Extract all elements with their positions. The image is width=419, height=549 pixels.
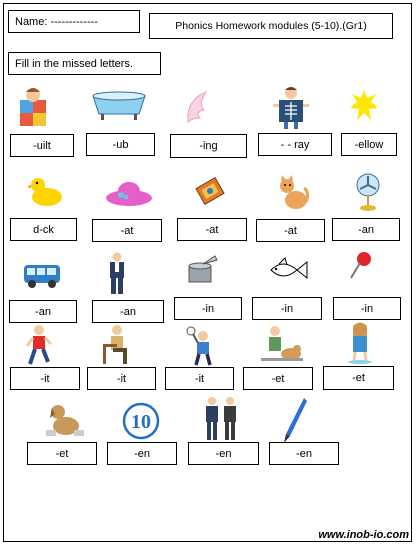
answer-box-fan[interactable]	[332, 218, 400, 241]
tub-icon	[89, 88, 149, 122]
ten-icon	[121, 401, 161, 441]
answer-box-pin[interactable]	[333, 297, 401, 320]
xray-icon	[273, 86, 309, 130]
answer-box-pet[interactable]	[27, 442, 97, 465]
word-stem: -at	[284, 224, 297, 237]
hat-icon	[104, 178, 154, 208]
duck-icon	[27, 175, 65, 207]
quilt-icon	[18, 86, 48, 128]
answer-box-vet[interactable]	[243, 367, 313, 390]
word-stem: -et	[352, 372, 365, 384]
man-sitting-icon	[99, 324, 135, 366]
word-stem: -et	[271, 372, 285, 385]
instruction-box	[8, 52, 161, 75]
answer-box-yellow[interactable]	[341, 133, 397, 156]
van-icon	[22, 259, 62, 289]
answer-box-mat[interactable]	[177, 218, 247, 241]
fish-fin-icon	[265, 256, 309, 284]
fan-icon	[355, 172, 381, 212]
answer-box-tin[interactable]	[174, 297, 242, 320]
pet-dog-icon	[44, 400, 86, 438]
pin-icon	[347, 250, 375, 282]
word-stem: -en	[296, 447, 312, 460]
word-stem: -in	[280, 302, 294, 315]
answer-box-ten[interactable]	[107, 442, 177, 465]
yellow-splash-icon	[349, 88, 379, 124]
answer-box-wet[interactable]	[323, 366, 394, 390]
word-stem: -en	[134, 447, 150, 460]
wet-girl-icon	[346, 322, 374, 364]
pen-icon	[282, 396, 308, 444]
answer-box-sit[interactable]	[87, 367, 156, 390]
word-stem: -in	[360, 302, 374, 315]
word-stem: -an	[120, 305, 136, 318]
word-stem: d-ck	[33, 223, 54, 236]
kid-running-icon	[24, 324, 54, 366]
word-stem: -et	[55, 447, 69, 460]
answer-box-kid[interactable]	[10, 367, 80, 390]
word-stem: -ellow	[354, 138, 384, 151]
word-stem: -en	[215, 447, 232, 460]
men-icon	[203, 396, 239, 442]
footer-url: www.inob-io.com	[318, 529, 409, 541]
instruction-text: Fill in the missed letters.	[15, 57, 133, 70]
word-stem: - - ray	[280, 138, 310, 151]
word-stem: -at	[205, 223, 219, 236]
answer-box-tub[interactable]	[86, 133, 155, 156]
answer-box-xray[interactable]	[258, 133, 332, 156]
boy-hitting-icon	[186, 326, 216, 366]
answer-box-hat[interactable]	[92, 219, 162, 242]
answer-box-men[interactable]	[188, 442, 259, 465]
cat-icon	[276, 174, 310, 212]
word-stem: -at	[120, 224, 134, 237]
word-stem: -an	[358, 223, 374, 236]
answer-box-quilt[interactable]	[10, 134, 74, 157]
worksheet-title	[149, 13, 393, 39]
answer-box-man[interactable]	[92, 300, 164, 323]
vet-icon	[259, 324, 305, 364]
word-stem: -it	[40, 372, 50, 385]
word-stem: -in	[201, 302, 215, 315]
word-stem: -an	[35, 305, 51, 318]
ten-digit: 10	[131, 411, 151, 433]
answer-box-hit[interactable]	[165, 367, 234, 390]
mat-icon	[193, 174, 227, 208]
word-stem: -it	[116, 372, 127, 385]
answer-box-van[interactable]	[9, 300, 77, 323]
word-stem: -it	[194, 372, 205, 385]
word-stem: -uilt	[33, 139, 51, 152]
title-text: Phonics Homework modules (5-10).(Gr1)	[175, 20, 367, 32]
word-stem: -ing	[199, 140, 218, 152]
answer-box-duck[interactable]	[10, 218, 77, 241]
man-icon	[106, 252, 128, 296]
name-label: Name: -------------	[15, 15, 99, 28]
answer-box-wing[interactable]	[170, 134, 247, 158]
name-field[interactable]	[8, 10, 140, 33]
word-stem: -ub	[112, 138, 129, 151]
answer-box-pen[interactable]	[269, 442, 339, 465]
tin-icon	[183, 254, 219, 284]
wing-icon	[184, 88, 210, 126]
answer-box-fin[interactable]	[252, 297, 322, 320]
answer-box-cat[interactable]	[256, 219, 325, 242]
